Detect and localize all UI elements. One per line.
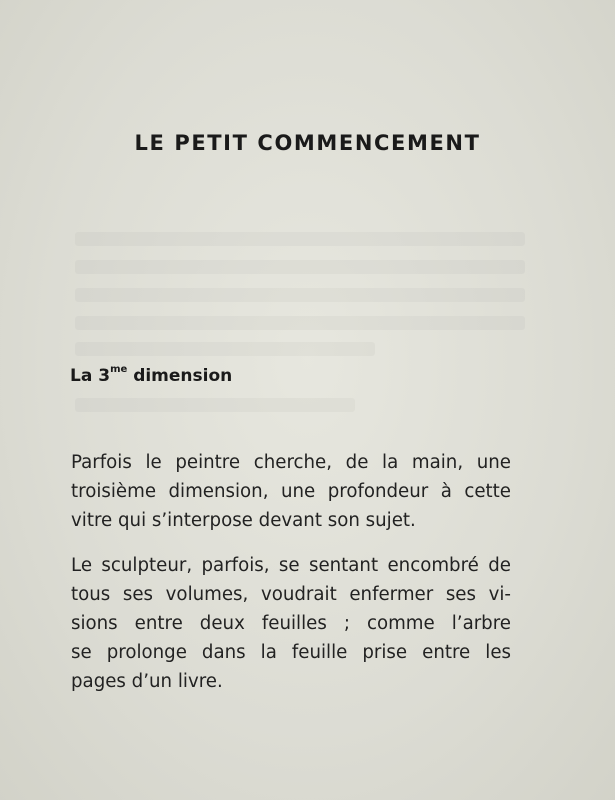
paragraph-2 <box>71 551 511 696</box>
paragraph-line: vitre qui s’interpose devant son sujet. <box>71 510 416 531</box>
paragraph-line: tous ses volumes, voudrait enfermer ses vi- <box>71 584 511 605</box>
paragraph-line: pages d’un livre. <box>71 671 223 692</box>
paragraph-line: sions entre deux feuilles ; comme l’arbre <box>71 613 511 634</box>
show-through-line <box>75 398 355 412</box>
paragraph-line: troisième dimension, une profondeur à cette <box>71 481 511 502</box>
page-title: LE PETIT COMMENCEMENT <box>134 131 481 155</box>
paragraph-1 <box>71 448 511 535</box>
show-through-line <box>75 316 525 330</box>
show-through-line <box>75 232 525 246</box>
show-through-line <box>75 288 525 302</box>
show-through-line <box>75 260 525 274</box>
section-heading-superscript: me <box>110 364 128 376</box>
show-through-line <box>75 342 375 356</box>
paragraph-line: Parfois le peintre cherche, de la main, une <box>71 452 511 473</box>
section-heading-prefix: La 3 <box>70 366 111 386</box>
paragraph-line: Le sculpteur, parfois, se sentant encombré de <box>71 555 511 576</box>
paragraph-line: se prolonge dans la feuille prise entre les <box>71 642 511 663</box>
section-heading-suffix: dimension <box>133 366 233 386</box>
section-heading <box>70 366 232 386</box>
